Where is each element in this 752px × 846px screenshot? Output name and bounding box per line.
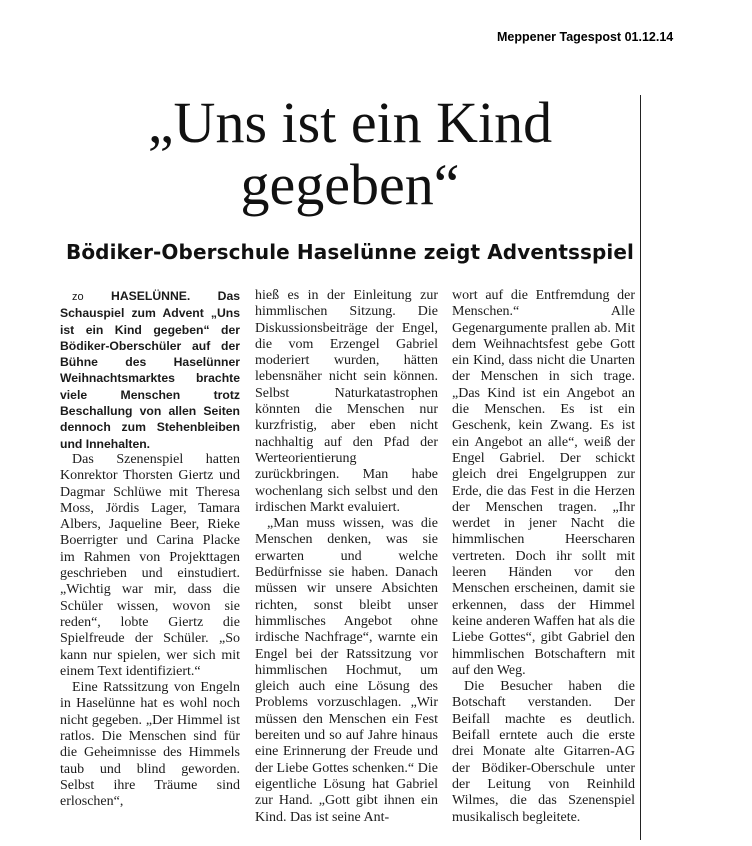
paragraph-2-part-1: Eine Ratssitzung von Engeln in Haselünne hat es wohl noch nicht gegeben. „Der Himmel ist ratlos. Die Menschen sind für die Geheimnisse des Himmels taub und blind geworden. Selbst ihre Träume sind erloschen“, (60, 680, 240, 810)
article-headline: „Uns ist ein Kind gegeben“ (147, 90, 553, 217)
column-divider (640, 95, 641, 840)
article-column-1 (60, 288, 240, 811)
lead-text: HASELÜNNE. Das Schauspiel zum Advent „Uns ist ein Kind gegeben“ der Bödiker-Oberschüler auf der Bühne des Haselünner Weihnachtsmarktes brachte viele Menschen trotz Beschallung von allen Seiten dennoch zum Stehenbleiben und Innehalten. (60, 289, 241, 451)
article-column-3 (452, 288, 635, 826)
paragraph-1: Das Szenenspiel hatten Konrektor Thorsten Giertz und Dagmar Schlüwe mit Theresa Moss, Jördis Lager, Tamara Albers, Jaqueline Beer, Rieke Boerrigter und Carina Placke im Rahmen von Projekttagen geschrieben und einstudiert. „Wichtig war mir, dass die Schüler wissen, wovon sie reden“, lobte Giertz die Spielfreude der Schüler. „So kann nur spielen, wer sich mit einem Text identifiziert.“ (60, 451, 240, 679)
paragraph-3-part-1: „Man muss wissen, was die Menschen denken, was sie erwarten und welche Bedürfnisse sie haben. Danach müssen wir unsere Absichten richten, sonst bleibt unser himmlisches Angebot ohne irdische Nachfrage“, warnte ein Engel bei der Ratssitzung vor himmlischen Hochmut, um gleich auch eine Lösung des Problems vorzuschlagen. „Wir müssen den Menschen ein Fest bereiten und so auf Jahre hinaus eine Erinnerung der Freude und der Liebe Gottes schenken.“ Die eigentliche Lösung hat Gabriel zur Hand. „Gott gibt ihnen ein Kind. Das ist seine Ant- (255, 516, 438, 825)
source-note: Meppener Tagespost 01.12.14 (497, 30, 674, 44)
paragraph-3-part-2: wort auf die Entfremdung der Menschen.“ Alle Gegenargumente prallen ab. Mit dem Weihnachtsfest gebe Gott ein Kind, dass nicht die Unarten der Menschen in sich trage. „Das Kind ist ein Angebot an die Menschen. Es ist ein Geschenk, kein Zwang. Es ist ein Angebot an alle“, weiß der Engel Gabriel. Der schickt gleich drei Engelgruppen zur Erde, die das Fest in die Herzen der Menschen tragen. „Ihr werdet in jener Nacht die himmlischen Heerscharen vertreten. Doch ihr sollt mit leeren Händen vor den Menschen erscheinen, damit sie erkennen, dass der Himmel keine anderen Waffen hat als die Liebe Gottes“, gibt Gabriel den himmlischen Botschaftern mit auf den Weg. (452, 288, 635, 678)
paragraph-4: Die Besucher haben die Botschaft verstanden. Der Beifall machte es deutlich. Beifall erntete auch die erste drei Monate alte Gitarren-AG der Bödiker-Oberschule unter der Leitung von Reinhild Wilmes, die das Szenenspiel musikalisch begleitete. (452, 679, 635, 825)
paragraph-2-part-2: hieß es in der Einleitung zur himmlischen Sitzung. Die Diskussionsbeiträge der Engel, die vom Erzengel Gabriel moderiert wurden, hätten lebensnäher nicht sein können. Selbst Naturkatastrophen könnten die Menschen nur kurzfristig, aber eben nicht nachhaltig auf den Pfad der Werteorientierung zurückbringen. Man habe wochenlang sich selbst und den irdischen Markt evaluiert. (255, 288, 438, 515)
article-subheadline: Bödiker-Oberschule Haselünne zeigt Adventsspiel (65, 240, 634, 264)
byline: zo (72, 291, 84, 303)
article-column-2 (255, 288, 438, 826)
article-lead (60, 288, 240, 452)
